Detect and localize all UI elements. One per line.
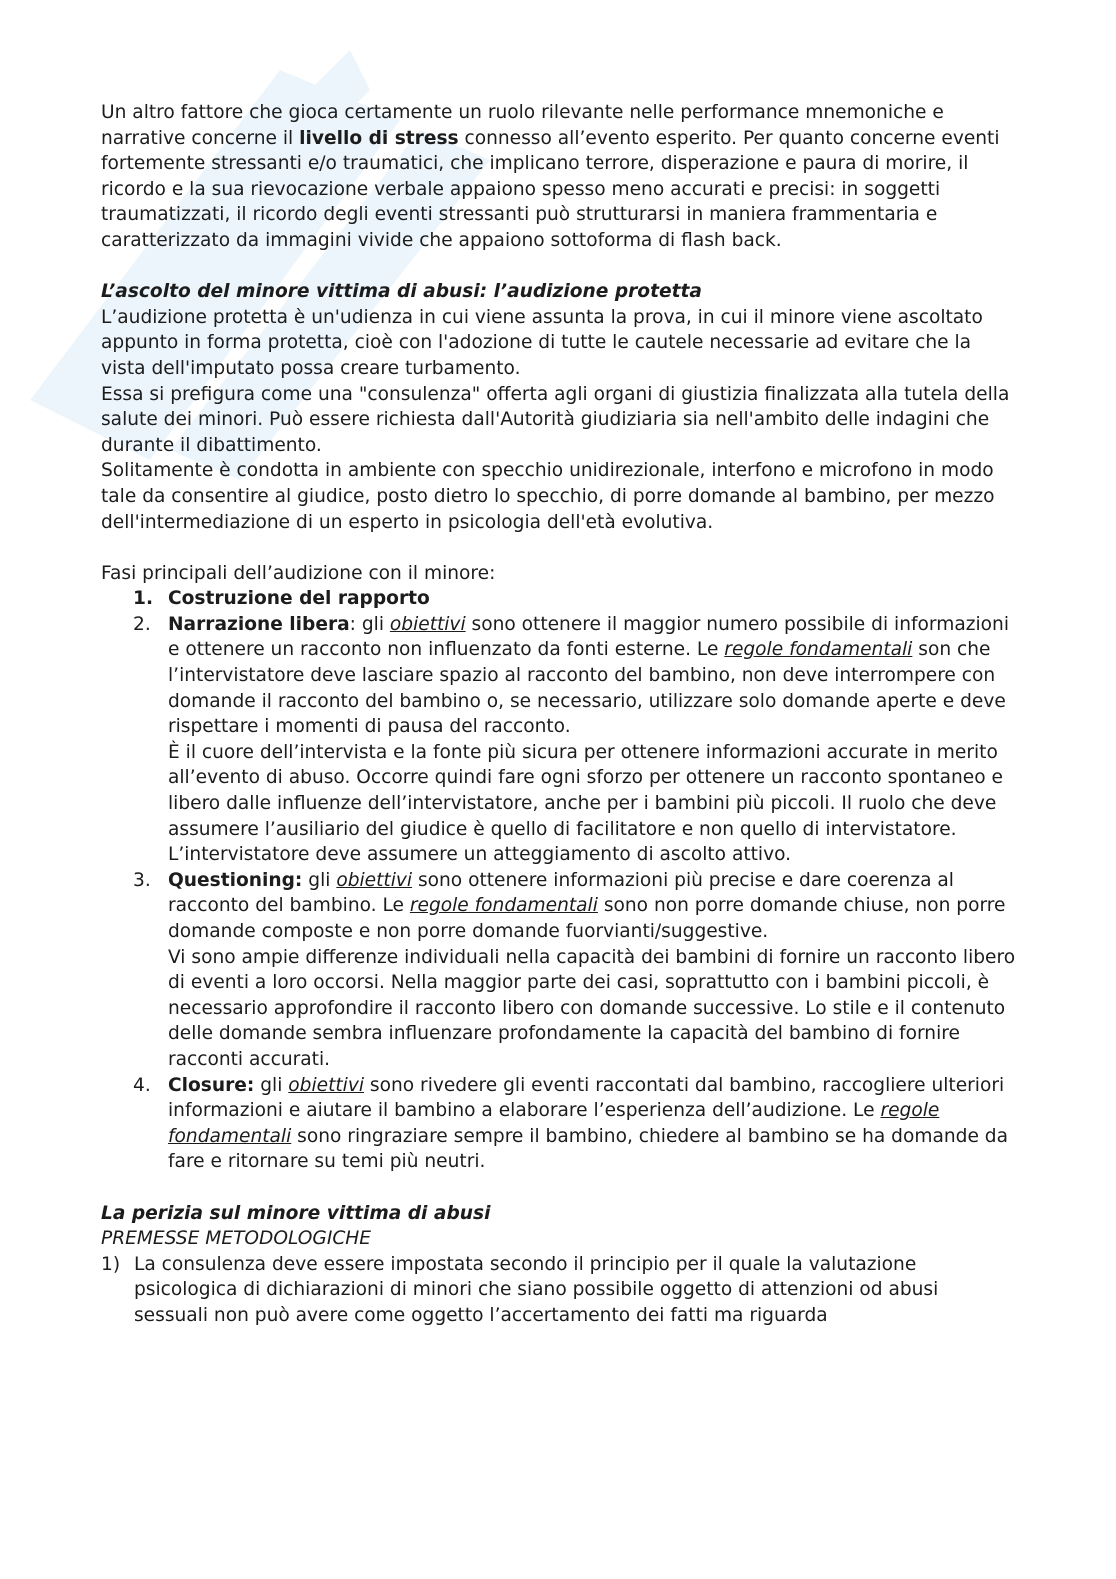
phase-item-4 — [101, 1073, 1016, 1175]
phase-number: 3. — [133, 869, 151, 891]
phase-text: Narrazione libera: gli obiettivi sono ottenere il maggior numero possibile di informazioni e ottenere un racconto non influenzato da fonti esterne. Le regole fondamentali son che l’intervistatore deve lasciare spazio al racconto del bambino, non deve interrompere con domande il racconto del bambino o, se necessario, utilizzare solo domande aperte e deve rispettare i momenti di pausa del racconto. — [168, 613, 1009, 738]
phase-title: Costruzione del rapporto — [168, 588, 430, 610]
phases-intro: Fasi principali dell’audizione con il minore: — [101, 562, 496, 584]
section-heading-perizia: La perizia sul minore vittima di abusi — [101, 1202, 491, 1224]
premise-text: La consulenza deve essere impostata secondo il principio per il quale la valutazione psicologica di dichiarazioni di minori che siano possibile oggetto di attenzioni od abusi sessuali non può avere come oggetto l’accertamento dei fatti ma riguarda — [134, 1253, 939, 1326]
regole-term: regole fondamentali — [168, 1100, 940, 1147]
paragraph-audizione-definition: L’audizione protetta è un'udienza in cui viene assunta la prova, in cui il minore viene ascoltato appunto in forma protetta, cioè con l'adozione di tutte le cautele necessarie ad evitare che la vista dell'imputato possa creare turbamento. — [101, 306, 983, 379]
paragraph-consulenza: Essa si prefigura come una "consulenza" offerta agli organi di giustizia finalizzata alla tutela della salute dei minori. Può essere richiesta dall'Autorità giudiziaria sia nell'ambito delle indagini che durante il dibattimento. — [101, 383, 1010, 456]
paragraph-specchio: Solitamente è condotta in ambiente con specchio unidirezionale, interfono e microfono in modo tale da consentire al giudice, posto dietro lo specchio, di porre domande al bambino, per mezzo dell'intermediazione di un esperto in psicologia dell'età evolutiva. — [101, 460, 995, 533]
obiettivi-term: obiettivi — [336, 869, 413, 891]
phase-item-3 — [101, 868, 1016, 1073]
phase-text: Closure: gli obiettivi sono rivedere gli eventi raccontati dal bambino, raccogliere ulteriori informazioni e aiutare il bambino a elaborare l’esperienza dell’audizione. Le regole fondamentali sono ringraziare sempre il bambino, chiedere al bambino se ha domande da fare e ritornare su temi più neutri. — [168, 1074, 1008, 1173]
intro-paragraph: Un altro fattore che gioca certamente un ruolo rilevante nelle performance mnemoniche e narrative concerne il livello di stress connesso all’evento esperito. Per quanto concerne eventi fortemente stressanti e/o traumatici, che implicano terrore, disperazione e paura di morire, il ricordo e la sua rievocazione verbale appaiono spesso meno accurati e precisi: in soggetti traumatizzati, il ricordo degli eventi stressanti può strutturarsi in maniera frammentaria e caratterizzato da immagini vivide che appaiono sottoforma di flash back. — [101, 102, 1000, 251]
phase-item-2 — [101, 612, 1016, 868]
document-page — [101, 100, 1016, 1329]
phase-extra-text: È il cuore dell’intervista e la fonte più sicura per ottenere informazioni accurate in merito all’evento di abuso. Occorre quindi fare ogni sforzo per ottenere un racconto spontaneo e libero dalle influenze dell’intervistatore, anche per i bambini più piccoli. Il ruolo che deve assumere l’ausiliario del giudice è quello di facilitatore e non quello di intervistatore. L’intervistatore deve assumere un atteggiamento di ascolto attivo. — [168, 741, 1003, 866]
section-heading-audizione: L’ascolto del minore vittima di abusi: l’audizione protetta — [101, 281, 702, 303]
obiettivi-term: obiettivi — [389, 613, 466, 635]
stress-level-term: livello di stress — [299, 127, 459, 149]
phase-number: 1. — [133, 588, 154, 610]
phase-number: 4. — [133, 1074, 151, 1096]
obiettivi-term: obiettivi — [288, 1074, 364, 1096]
regole-term: regole fondamentali — [409, 895, 598, 917]
phase-text: Questioning: gli obiettivi sono ottenere informazioni più precise e dare coerenza al racconto del bambino. Le regole fondamentali sono non porre domande chiuse, non porre domande composte e non porre domande fuorvianti/suggestive. — [168, 869, 1006, 942]
phase-title: Closure: — [168, 1074, 255, 1096]
phase-number: 2. — [133, 613, 151, 635]
phase-item-1 — [101, 586, 1016, 612]
subheading-premesse: PREMESSE METODOLOGICHE — [101, 1228, 372, 1250]
premise-number: 1) — [101, 1253, 121, 1275]
premise-item-1 — [101, 1252, 1016, 1329]
phase-title: Narrazione libera — [168, 613, 350, 635]
phase-extra-text: Vi sono ampie differenze individuali nella capacità dei bambini di fornire un racconto libero di eventi a loro occorsi. Nella maggior parte dei casi, soprattutto con i bambini piccoli, è necessario approfondire il racconto libero con domande successive. Lo stile e il contenuto delle domande sembra influenzare profondamente la capacità del bambino di fornire racconti accurati. — [168, 946, 1016, 1070]
regole-term: regole fondamentali — [724, 639, 913, 661]
phase-title: Questioning: — [168, 869, 303, 891]
